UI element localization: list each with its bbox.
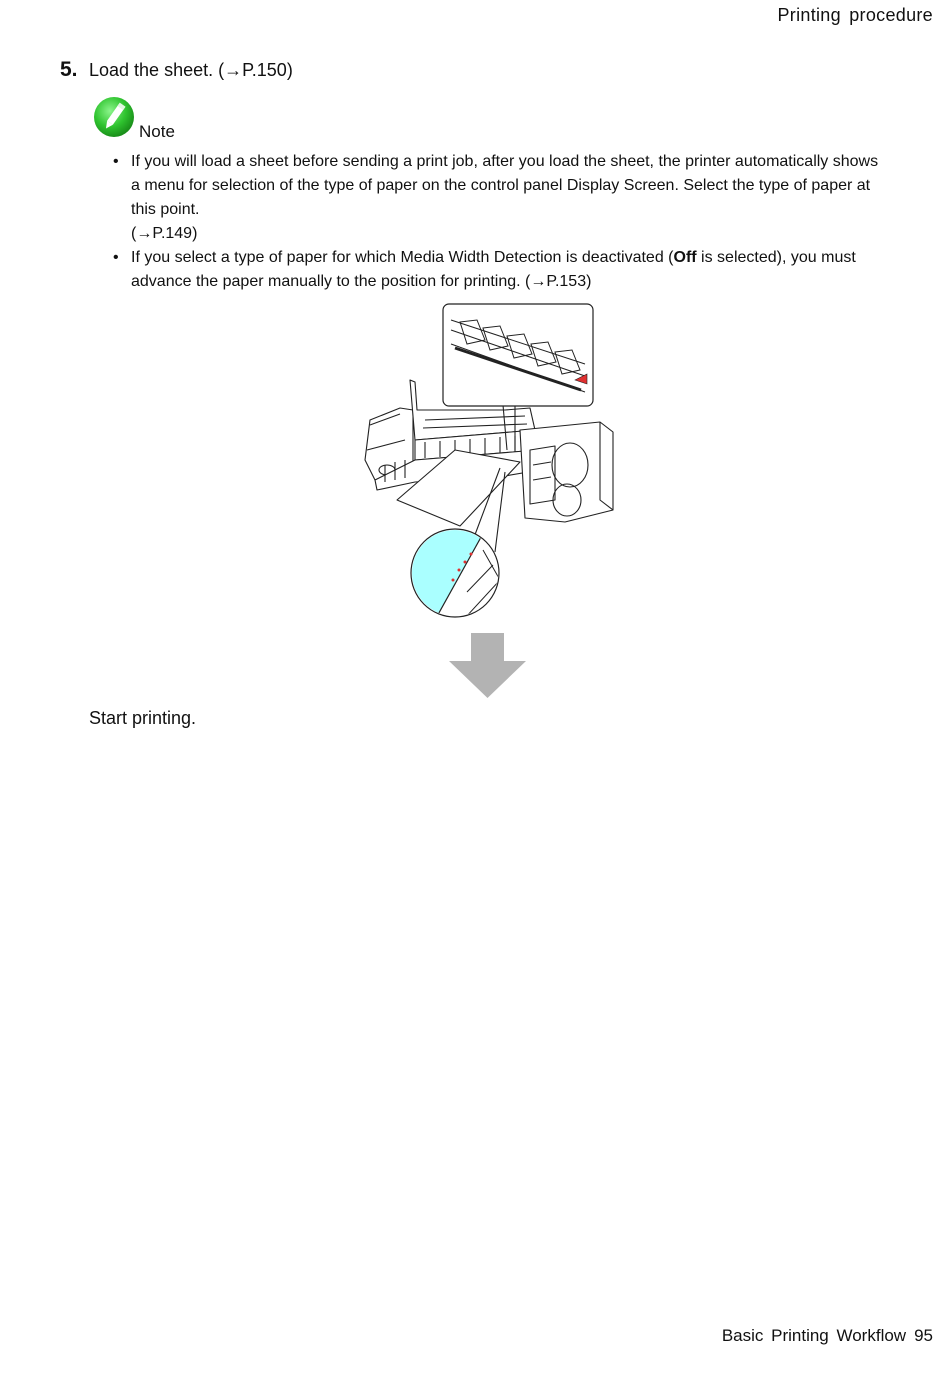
note-item-text-after: is selected), you must advance the paper manually to the position for printing. (→P.153) [131, 249, 856, 290]
note-item-ref: (→P.149) [131, 225, 198, 242]
note-item [93, 246, 893, 294]
bullet: • [113, 153, 119, 170]
note-item-text: If you will load a sheet before sending a print job, after you load the sheet, the printer automatically shows a menu for selection of the type of paper on the control panel Display Screen. Select the type of paper at this point. [131, 153, 879, 218]
note-item-text-before: If you select a type of paper for which Media Width Detection is deactivated ( [131, 249, 674, 266]
page-number: 95 [914, 1326, 933, 1345]
note-header [93, 96, 893, 141]
down-arrow-icon [449, 633, 526, 698]
result-text: Start printing. [89, 708, 197, 728]
step-text: Load the sheet. (→P.150) [89, 60, 293, 80]
note-item [93, 150, 893, 246]
printer-load-sheet-illustration [355, 300, 620, 625]
step-number: 5. [60, 58, 78, 81]
note-block [93, 96, 893, 294]
note-label: Note [139, 122, 175, 141]
pencil-note-icon [93, 96, 135, 138]
page-header-title: Printing procedure [777, 5, 933, 25]
note-item-bold: Off [673, 249, 697, 266]
step-5 [60, 58, 293, 82]
footer-section: Basic Printing Workflow [721, 1326, 907, 1345]
note-list [93, 150, 893, 294]
page-footer [722, 1326, 933, 1346]
bullet: • [113, 249, 119, 266]
